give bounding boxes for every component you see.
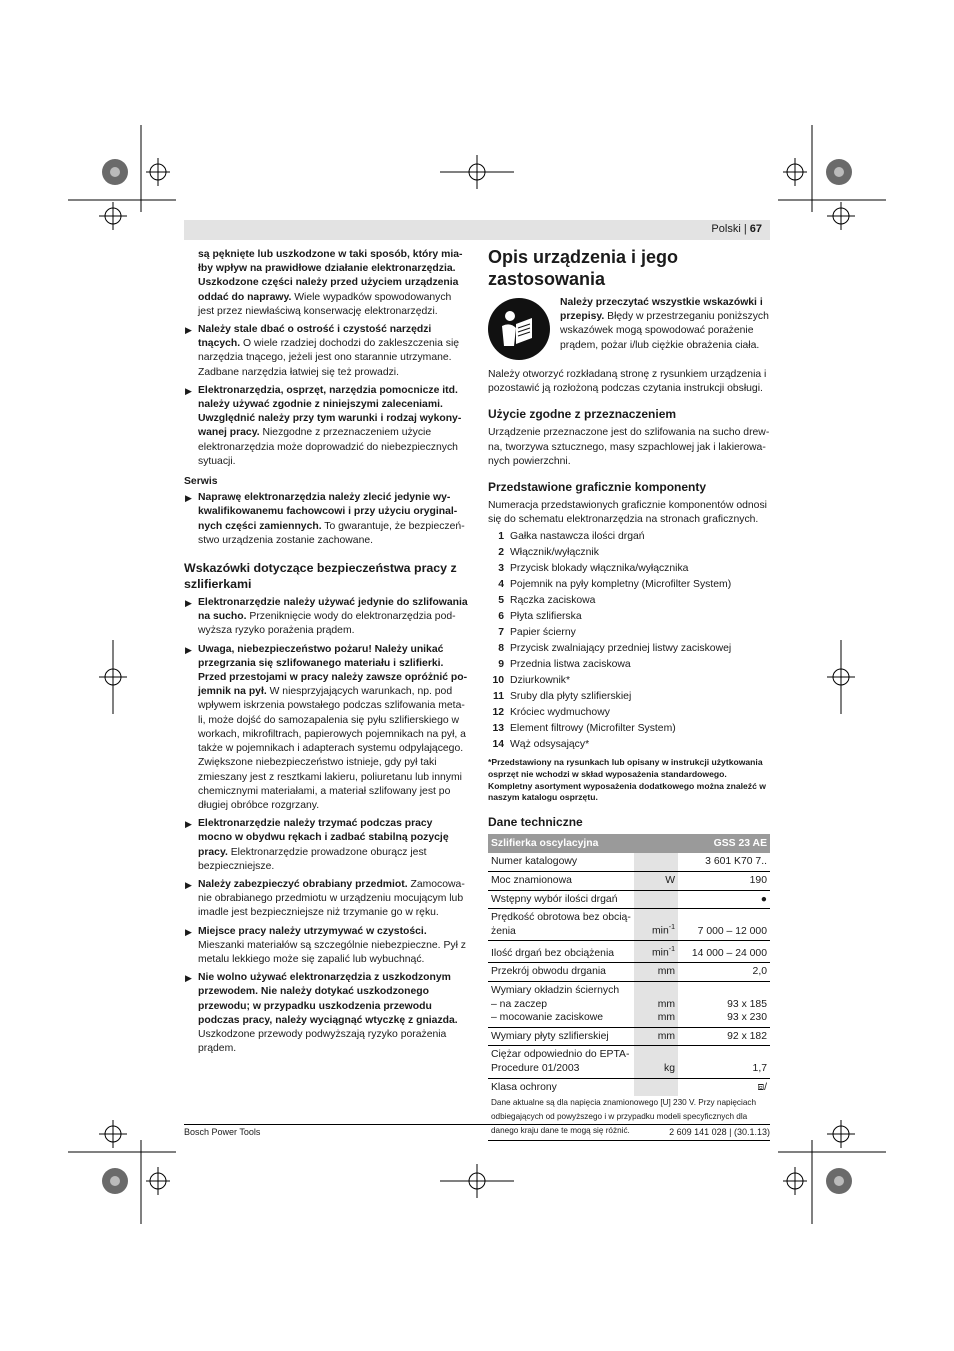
spec-unit: W bbox=[634, 871, 678, 890]
spec-label: Moc znamionowa bbox=[488, 871, 634, 890]
bullet-arrow-icon: ▶ bbox=[185, 819, 192, 830]
table-row bbox=[488, 1027, 770, 1046]
intro-paragraph bbox=[184, 248, 468, 319]
bullet-text: Zamocowanie obrabianego przedmiotu w urządzeniu mocującym lub imadle jest bezpieczniejsze niż trzymanie go w ręku. bbox=[198, 878, 465, 919]
spec-unit: kg bbox=[634, 1046, 678, 1078]
component-label: Rączka zaciskowa bbox=[510, 595, 596, 607]
spec-value: 190 bbox=[678, 871, 770, 890]
spec-unit: mm bbox=[634, 1027, 678, 1046]
table-row bbox=[488, 909, 770, 941]
bullet-bold: Należy zabezpieczyć obrabiany przedmiot. bbox=[198, 878, 408, 890]
bullet-arrow-icon: ▶ bbox=[185, 598, 192, 609]
list-item bbox=[488, 625, 770, 641]
spec-value: ● bbox=[678, 890, 770, 909]
bullet-text: W niesprzyjających warunkach, np. pod wpływem iskrzenia powstałego podczas szlifowania metali, może dojść do samozapalenia się pyłu szlifierskiego w workach, mikrofiltrach, papierowych pojemnikach na pył, a także w pojemnikach i adapterach systemu odpylającego. Zwiększone niebezpieczeństwo istnieje, gdy pył taki zmieszany jest z resztkami lakieru, poliuretanu lub innymi chemicznymi materiałami, a materiał szlifowany jest po długiej obróbce rozgrzany. bbox=[198, 686, 466, 811]
components-heading: Przedstawione graficznie komponenty bbox=[488, 480, 707, 495]
table-row bbox=[488, 871, 770, 890]
warning-body: Błędy w przestrzeganiu poniższych wskazówek mogą spowodować porażenie prądem, pożar i/lub ciężkie obrażenia ciała. bbox=[560, 311, 769, 351]
spec-label: Numer katalogowy bbox=[488, 853, 634, 871]
section-title: Opis urządzenia i jego zastosowania bbox=[488, 247, 679, 289]
spec-unit bbox=[634, 853, 678, 871]
component-number: 4 bbox=[498, 579, 504, 591]
spec-value: 1,7 bbox=[678, 1046, 770, 1078]
table-header-label: Szlifierka oscylacyjna bbox=[488, 834, 678, 854]
component-label: Sruby dla płyty szlifierskiej bbox=[510, 691, 632, 703]
component-number: 14 bbox=[492, 739, 504, 751]
component-label: Gałka nastawcza ilości drgań bbox=[510, 531, 645, 543]
bullet-arrow-icon: ▶ bbox=[185, 879, 192, 890]
spec-unit bbox=[634, 1078, 678, 1096]
table-header-model: GSS 23 AE bbox=[678, 834, 770, 854]
table-row bbox=[488, 963, 770, 982]
bullet-bold: Należy stale dbać o ostrość i czystość narzędzi tnących. bbox=[198, 324, 432, 350]
warning-box bbox=[488, 296, 770, 360]
bullet-arrow-icon: ▶ bbox=[185, 926, 192, 937]
component-label: Element filtrowy (Microfilter System) bbox=[510, 723, 676, 735]
bullet-arrow-icon: ▶ bbox=[185, 325, 192, 336]
bullet-item bbox=[184, 971, 468, 1056]
warning-text bbox=[560, 296, 770, 360]
warning-bold: Należy przeczytać wszystkie wskazówki i przepisy. bbox=[560, 297, 763, 323]
spec-value: 92 x 182 bbox=[678, 1027, 770, 1046]
spec-value: 14 000 – 24 000 bbox=[678, 941, 770, 963]
component-number: 11 bbox=[493, 691, 504, 703]
table-row bbox=[488, 853, 770, 871]
bullet-bold: Miejsce pracy należy utrzymywać w czystości. bbox=[198, 925, 427, 937]
list-item bbox=[488, 657, 770, 673]
spec-value: ⧈/ bbox=[757, 1081, 767, 1093]
spec-unit bbox=[634, 890, 678, 909]
table-footnote: Dane aktualne są dla napięcia znamionowego [U] 230 V. Przy napięciach odbiegających od powyższego i w przypadku modeli specyficznych dla danego kraju dane te mogą się różnić. bbox=[488, 1096, 770, 1141]
component-number: 13 bbox=[492, 723, 504, 735]
table-row bbox=[488, 982, 770, 1028]
list-item bbox=[488, 593, 770, 609]
spec-value: 3 601 K70 7.. bbox=[678, 853, 770, 871]
component-number: 9 bbox=[498, 659, 504, 671]
bullet-bold: Elektronarzędzia, osprzęt, narzędzia pomocnicze itd. należy używać zgodnie z niniejszymi zaleceniami. Uwzględnić należy przy tym warunki i rodzaj wykonywanej pracy. bbox=[198, 384, 462, 439]
spec-label: Ilość drgań bez obciążenia bbox=[488, 941, 634, 963]
bullet-text: Mieszanki materiałów są szczególnie niebezpieczne. Pył z metalu lekkiego może się zapalić lub wybuchnąć. bbox=[198, 939, 466, 965]
spec-label: Przekrój obwodu drgania bbox=[488, 963, 634, 982]
component-number: 7 bbox=[498, 627, 504, 639]
component-number: 1 bbox=[498, 531, 504, 543]
component-number: 3 bbox=[498, 563, 504, 575]
list-item bbox=[488, 737, 770, 753]
bullet-text: Przeniknięcie wody do elektronarzędzia podwyższa ryzyko porażenia prądem. bbox=[198, 611, 456, 637]
intro-text: Wiele wypadków spowodowanych jest przez niewłaściwą konserwację elektronarzędzi. bbox=[198, 291, 452, 317]
bullet-bold: Uwaga, niebezpieczeństwo pożaru! Należy unikać przegrzania się szlifowanego materiału i szlifierki. Przed przestojami w pracy należy zawsze opróżnić pojemnik na pył. bbox=[198, 643, 468, 698]
accessory-note: *Przedstawiony na rysunkach lub opisany w instrukcji użytkowania osprzęt nie wchodzi w skład wyposażenia standardowego. Kompletny asortyment wyposażenia dodatkowego można znaleźć w naszym katalogu osprzętu. bbox=[488, 757, 766, 803]
spec-label: Wymiary okładzin ściernych – na zaczep – mocowanie zaciskowe bbox=[488, 982, 634, 1028]
list-item bbox=[488, 561, 770, 577]
bullet-item bbox=[184, 323, 468, 380]
bullet-arrow-icon: ▶ bbox=[185, 973, 192, 984]
bullet-item bbox=[184, 384, 468, 469]
bullet-bold: Elektronarzędzie należy trzymać podczas pracy mocno w obydwu rękach i zadbać stabilną pozycję pracy. bbox=[198, 818, 449, 858]
bullet-arrow-icon: ▶ bbox=[185, 493, 192, 504]
left-column bbox=[184, 248, 468, 1060]
component-label: Pojemnik na pyły kompletny (Microfilter System) bbox=[510, 579, 732, 591]
tech-heading: Dane techniczne bbox=[488, 814, 583, 829]
component-number: 6 bbox=[498, 611, 504, 623]
footer-divider bbox=[184, 1124, 770, 1125]
list-item bbox=[488, 529, 770, 545]
component-number: 2 bbox=[498, 547, 504, 559]
bullet-item bbox=[184, 925, 468, 968]
component-number: 5 bbox=[498, 595, 504, 607]
bullet-text: To gwarantuje, że bezpieczeństwo urządzenia zostanie zachowane. bbox=[198, 520, 465, 546]
spec-unit: $\min^{-1}$ bbox=[634, 941, 678, 963]
table-row bbox=[488, 941, 770, 963]
spec-value: 2,0 bbox=[678, 963, 770, 982]
table-row bbox=[488, 1078, 770, 1096]
use-text: Urządzenie przeznaczone jest do szlifowania na sucho drewna, tworzywa sztucznego, masy szpachlowej jak i lakierowanych powierzchni. bbox=[488, 427, 770, 467]
table-row bbox=[488, 1046, 770, 1078]
spec-label: Wstępny wybór ilości drgań bbox=[488, 890, 634, 909]
bullet-item bbox=[184, 817, 468, 874]
bullet-text: Uszkodzone przewody podwyższają ryzyko porażenia prądem. bbox=[198, 1028, 447, 1055]
component-number: 12 bbox=[492, 707, 504, 719]
spec-value: 7 000 – 12 000 bbox=[678, 909, 770, 941]
spec-unit: mm bbox=[634, 963, 678, 982]
list-item bbox=[488, 577, 770, 593]
component-label: Króciec wydmuchowy bbox=[510, 707, 610, 719]
spec-unit: $\min^{-1}$ bbox=[634, 909, 678, 941]
page-number: 67 bbox=[749, 223, 762, 235]
serwis-heading: Serwis bbox=[184, 476, 218, 488]
spec-unit: mm mm bbox=[634, 982, 678, 1028]
spec-value: 93 x 185 93 x 230 bbox=[678, 982, 770, 1028]
list-item bbox=[488, 689, 770, 705]
list-item bbox=[488, 609, 770, 625]
use-heading: Użycie zgodne z przeznaczeniem bbox=[488, 407, 677, 422]
component-label: Przednia listwa zaciskowa bbox=[510, 659, 631, 671]
list-item bbox=[488, 641, 770, 657]
bullet-text: Elektronarzędzie prowadzone oburącz jest bezpieczniejsze. bbox=[198, 846, 427, 872]
list-item bbox=[488, 705, 770, 721]
bullet-bold: Naprawę elektronarzędzia należy zlecić jedynie wykwalifikowanemu fachowcowi i przy użyciu oryginalnych części zamiennych. bbox=[198, 492, 458, 532]
bullet-item bbox=[184, 596, 468, 639]
spec-label: Ciężar odpowiednio do EPTA-Procedure 01/2003 bbox=[488, 1046, 634, 1078]
bullet-text: Niezgodne z przeznaczeniem użycie elektronarzędzia może doprowadzić do niebezpiecznych sytuacji. bbox=[198, 427, 458, 467]
components-intro: Numeracja przedstawionych graficznie komponentów odnosi się do schematu elektronarzędzia na stronach graficznych. bbox=[488, 500, 767, 526]
footer-docnumber: 2 609 141 028 | (30.1.13) bbox=[669, 1127, 770, 1137]
bullet-arrow-icon: ▶ bbox=[185, 644, 192, 655]
component-label: Papier ścierny bbox=[510, 627, 576, 639]
bullet-bold: Elektronarzędzie należy używać jedynie do szlifowania na sucho. bbox=[198, 597, 468, 623]
spec-label: Prędkość obrotowa bez obciążenia bbox=[488, 909, 634, 941]
bullet-item bbox=[184, 878, 468, 921]
component-label: Dziurkownik* bbox=[510, 675, 571, 687]
table-row bbox=[488, 890, 770, 909]
right-column bbox=[488, 246, 770, 1141]
component-number: 8 bbox=[498, 643, 504, 655]
list-item bbox=[488, 673, 770, 689]
bullet-arrow-icon: ▶ bbox=[185, 385, 192, 396]
bullet-item bbox=[184, 491, 468, 548]
page-header bbox=[184, 220, 770, 240]
spec-label: Klasa ochrony bbox=[491, 1081, 557, 1093]
components-list bbox=[488, 529, 770, 753]
spec-label: Wymiary płyty szlifierskiej bbox=[488, 1027, 634, 1046]
component-label: Włącznik/wyłącznik bbox=[510, 547, 599, 559]
bullet-item bbox=[184, 643, 468, 813]
table-header-row bbox=[488, 834, 770, 854]
component-label: Wąż odsysający* bbox=[510, 739, 590, 751]
list-item bbox=[488, 721, 770, 737]
list-item bbox=[488, 545, 770, 561]
component-label: Przycisk blokady włącznika/wyłącznika bbox=[510, 563, 689, 575]
read-manual-icon bbox=[488, 298, 550, 360]
fold-instruction: Należy otworzyć rozkładaną stronę z rysunkiem urządzenia i pozostawić ją rozłożoną podczas czytania instrukcji obsługi. bbox=[488, 369, 767, 395]
footer-brand: Bosch Power Tools bbox=[184, 1127, 261, 1137]
component-label: Płyta szlifierska bbox=[510, 611, 582, 623]
bullet-text: O wiele rzadziej dochodzi do zakleszczenia się narzędzia tnącego, jeżeli jest ono starannie utrzymane. Zadbane narzędzia łatwiej się też prowadzi. bbox=[198, 338, 460, 378]
intro-bold: są pęknięte lub uszkodzone w taki sposób, który miałby wpływ na prawidłowe działanie elektronarzędzia. Uszkodzone części należy przed użyciem urządzenia oddać do naprawy. bbox=[198, 249, 463, 303]
bullet-bold: Nie wolno używać elektronarzędzia z uszkodzonym przewodem. Nie należy dotykać uszkodzonego przewodu; w przypadku uszkodzenia przewodu podczas pracy, należy wyciągnąć wtyczkę z gniazda. bbox=[198, 972, 458, 1026]
header-language: Polski bbox=[711, 223, 741, 235]
tech-table bbox=[488, 834, 770, 1141]
safety-heading: Wskazówki dotyczące bezpieczeństwa pracy z szlifierkami bbox=[184, 561, 457, 592]
component-number: 10 bbox=[492, 675, 504, 687]
component-label: Przycisk zwalniający przedniej listwy zaciskowej bbox=[510, 643, 732, 655]
header-text: Polski | 67 bbox=[711, 223, 762, 235]
